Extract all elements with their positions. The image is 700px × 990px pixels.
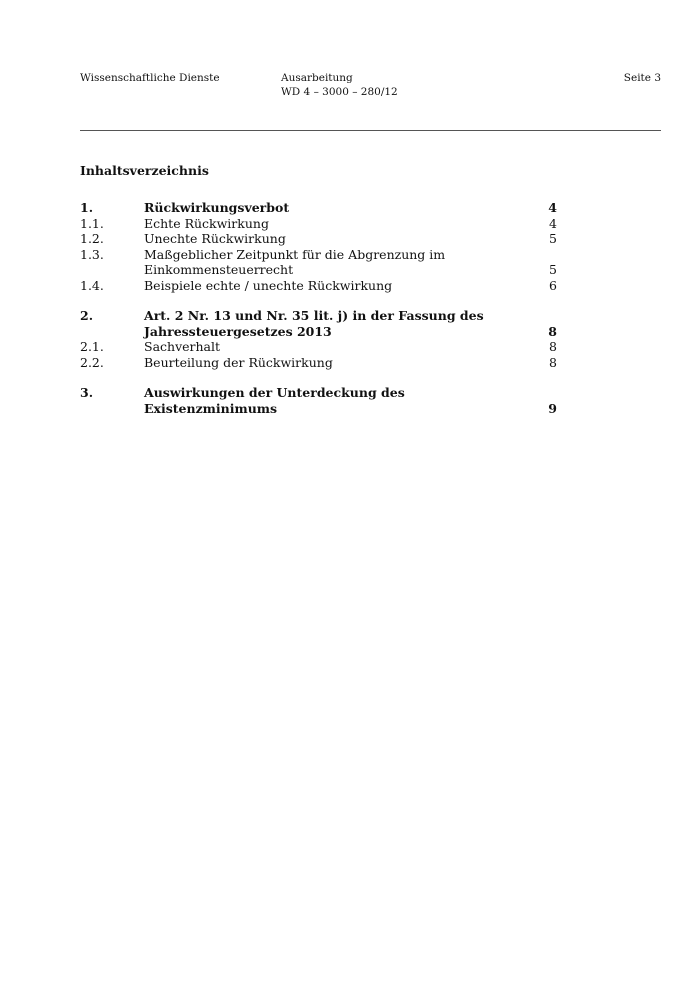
toc-entry-number: 1.2. (80, 231, 104, 246)
toc-entry-page: 4 (548, 200, 557, 215)
toc-entry-number: 2. (80, 308, 94, 323)
toc-entry-title: Unechte Rückwirkung (144, 231, 286, 246)
toc-entry (80, 278, 557, 294)
toc-entry-title: Maßgeblicher Zeitpunkt für die Abgrenzung im Einkommensteuerrecht (144, 246, 446, 277)
toc-entry-number: 1.3. (80, 246, 104, 262)
toc-entry-title: Art. 2 Nr. 13 und Nr. 35 lit. j) in der Fassung des Jahressteuergesetzes 2013 (144, 308, 484, 339)
toc-entry (80, 200, 557, 216)
toc-entry-title: Rückwirkungsverbot (144, 200, 290, 215)
toc-entry (80, 216, 557, 232)
toc-entry-page: 8 (548, 323, 557, 339)
toc-entry-page: 8 (549, 354, 557, 370)
toc-entry-title: Echte Rückwirkung (144, 215, 269, 231)
toc-entry-page: 4 (549, 215, 557, 231)
toc-entry-number: 2.2. (80, 354, 104, 370)
toc-entry-number: 2.1. (80, 339, 104, 354)
toc-entry (80, 385, 557, 416)
toc-entry-page: 9 (548, 400, 557, 416)
toc-entry-number: 3. (80, 385, 94, 400)
toc-entry-title: Auswirkungen der Unterdeckung des Existenzminimums (144, 385, 405, 416)
header-document-type: Ausarbeitung (281, 72, 353, 84)
toc-entry (80, 247, 557, 278)
toc-entry-page: 5 (549, 231, 557, 246)
header-page-number: Seite 3 (623, 72, 661, 84)
toc-entry-number: 1.4. (80, 277, 104, 293)
toc-title: Inhaltsverzeichnis (80, 163, 209, 178)
toc-entry-page: 8 (549, 339, 557, 354)
toc-entry (80, 231, 557, 247)
toc-entry-page: 5 (549, 262, 557, 277)
table-of-contents (80, 200, 557, 416)
toc-entry-title: Beurteilung der Rückwirkung (144, 354, 333, 370)
toc-entry (80, 339, 557, 355)
toc-entry-page: 6 (549, 277, 557, 293)
header-reference: WD 4 – 3000 – 280/12 (281, 86, 398, 98)
header-organization: Wissenschaftliche Dienste (80, 72, 220, 84)
toc-entry (80, 308, 557, 339)
toc-entry-number: 1. (80, 200, 94, 215)
toc-entry-title: Sachverhalt (144, 339, 221, 354)
toc-entry-number: 1.1. (80, 215, 104, 231)
toc-entry-title: Beispiele echte / unechte Rückwirkung (144, 277, 393, 293)
toc-entry (80, 355, 557, 371)
header-divider (80, 130, 661, 131)
